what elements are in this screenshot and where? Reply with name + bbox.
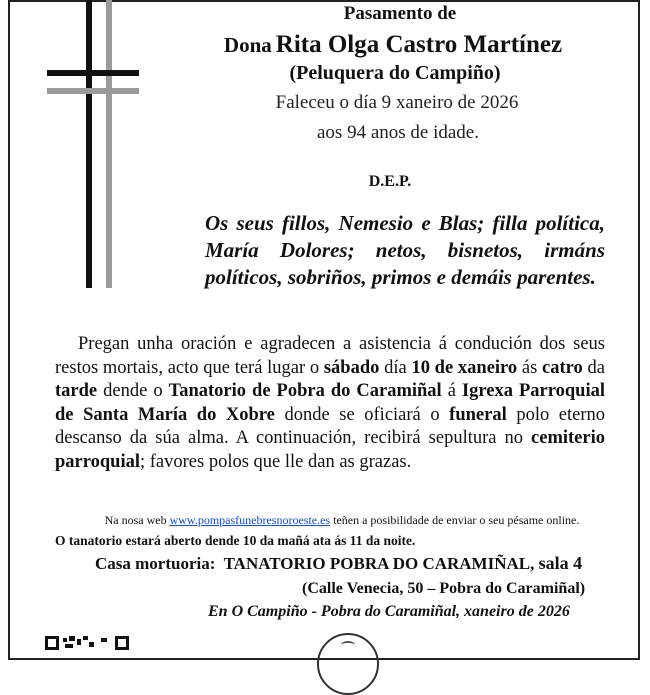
funeral-home-name: TANATORIO POBRA DO CARAMIÑAL, — [223, 554, 535, 573]
website-link[interactable]: www.pompasfunebresnoroeste.es — [169, 513, 331, 527]
funeral-home-label: Casa mortuoria: — [95, 554, 216, 573]
deceased-name: Rita Olga Castro Martínez — [275, 31, 563, 58]
mourners-text: Os seus fillos, Nemesio e Blas; filla política, María Dolores; netos, bisnetos, irmáns políticos, sobriños, primos e demáis parentes. — [205, 211, 605, 289]
qr-code-icon — [45, 636, 129, 650]
funeral-home-line — [95, 553, 615, 574]
cross-icon — [0, 0, 150, 300]
funeral-home-address: (Calle Venecia, 50 – Pobra do Caramiñal) — [302, 580, 586, 597]
name-prefix: Dona — [223, 33, 272, 57]
funeral-home-room: sala 4 — [538, 553, 583, 573]
death-date: Faleceu o día 9 xaneiro de 2026 — [275, 92, 519, 113]
deceased-nickname: (Peluquera do Campiño) — [289, 62, 501, 84]
heading: Pasamento de — [343, 3, 457, 24]
opening-hours-note: O tanatorio estará aberto dende 10 da mañá ata ás 11 da noite. — [55, 533, 416, 548]
cross-vertical-gray — [106, 0, 112, 288]
cross-horizontal-gray — [47, 88, 139, 94]
funeral-home-logo-icon — [317, 633, 379, 695]
cross-vertical-black — [86, 0, 92, 288]
age-at-death: aos 94 anos de idade. — [317, 122, 479, 143]
deceased-name-line — [178, 31, 608, 59]
web-note: Na nosa web www.pompasfunebresnoroeste.es teñen a posibilidade de enviar o seu pésame online. — [104, 513, 580, 527]
cross-horizontal-black — [47, 70, 139, 76]
place-and-date: En O Campiño - Pobra do Caramiñal, xaneiro de 2026 — [208, 603, 570, 620]
rest-in-peace: D.E.P. — [368, 173, 412, 190]
prayer-paragraph: Pregan unha oración e agradecen a asistencia á condución dos seus restos mortais, acto que terá lugar o sábado día 10 de xaneiro ás catro da tarde dende o Tanatorio de Pobra do Caramiñal á Igrexa Parroquial de Santa María do Xobre donde se oficiará o funeral polo eterno descanso da súa alma. A continuación, recibirá sepultura no cemiterio parroquial; favores polos que lle dan as grazas. — [55, 334, 606, 472]
